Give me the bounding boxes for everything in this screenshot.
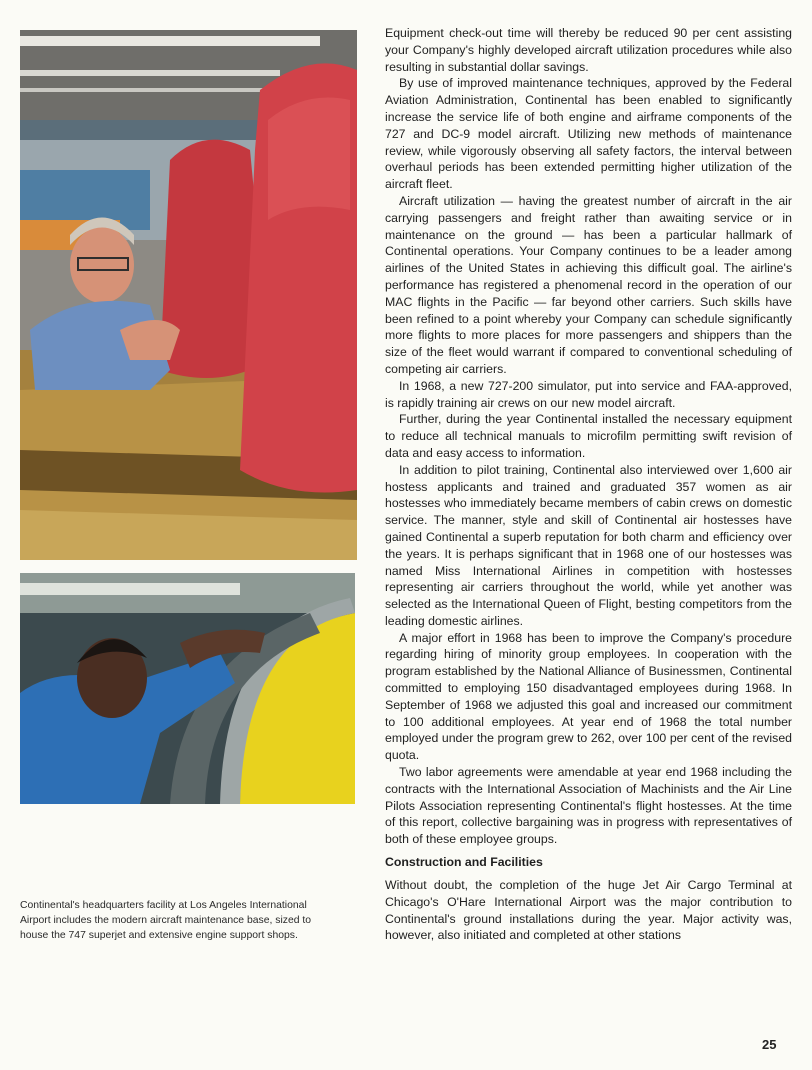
page-number: 25 [762,1037,777,1052]
photo-mechanic-seat [20,30,357,560]
article-paragraph: In 1968, a new 727-200 simulator, put into service and FAA-approved, is rapidly training air crews on our new model aircraft. [385,378,792,410]
article-paragraph: Without doubt, the completion of the huge Jet Air Cargo Terminal at Chicago's O'Hare International Airport was the major contribution to Continental's ground installations during the year. Major activity was, however, also initiated and completed at other stations [385,878,792,943]
photo-mechanic-with-jet-engine-icon [20,573,355,804]
article-paragraph: Aircraft utilization — having the greatest number of aircraft in the air carrying passengers and freight rather than awaiting service or in maintenance on the ground — has been a particular hallmark of Continental operations. Your Company continues to be a leader among airlines of the United States in achieving this difficult goal. The airline's performance has registered a phenomenal record in the operation of our MAC flights in the Pacific — far beyond other carriers. Such skills have been refined to a point whereby your Company can schedule significantly more flights to more places for more passengers and shippers than the size of the fleet would warrant if compared to conventional scheduling of competing air carriers. [385,193,792,376]
article-paragraph: Two labor agreements were amendable at year end 1968 including the contracts with the International Association of Machinists and the Air Line Pilots Association representing Continental's flight hostesses. At the time of this report, collective bargaining was in progress with representatives of both of these employee groups. [385,765,792,847]
article-paragraph: A major effort in 1968 has been to improve the Company's procedure regarding hiring of minority group employees. In cooperation with the program established by the National Alliance of Businessmen, Continental committed to employing 150 disadvantaged employees during 1968. In September of 1968 we adjusted this goal and increased our commitment to 100 additional employees. At year end of 1968 the total number employed under the program grew to 262, over 100 per cent of the revised quota. [385,630,792,763]
section-heading: Construction and Facilities [385,855,543,870]
article-column [385,25,792,944]
photo-mechanic-with-aircraft-seat-icon [20,30,357,560]
photo-caption: Continental's headquarters facility at Los Angeles International Airport includes the modern aircraft maintenance base, sized to house the 747 superjet and extensive engine support shops. [20,900,312,941]
article-paragraph: Equipment check-out time will thereby be reduced 90 per cent assisting your Company's highly developed aircraft utilization procedures while also resulting in substantial dollar savings. [385,26,792,74]
article-paragraph: In addition to pilot training, Continental also interviewed over 1,600 air hostess applicants and trained and graduated 357 women as air hostesses who immediately became members of cabin crews on domestic service. The manner, style and skill of Continental air hostesses have gained Continental a superb reputation for both charm and efficiency over the years. It is perhaps significant that in 1968 one of our hostesses was named Miss International Airlines in competition with hostesses representing air carriers throughout the world, while yet another was selected as the International Queen of Flight, besting competitors from the leading domestic airlines. [385,462,792,628]
article-paragraph: Further, during the year Continental installed the necessary equipment to reduce all technical manuals to microfilm permitting swift revision of data and easy access to information. [385,412,792,460]
article-paragraph: By use of improved maintenance techniques, approved by the Federal Aviation Administration, Continental has been enabled to significantly increase the service life of both engine and airframe components of the 727 and DC-9 model aircraft. Utilizing new methods of maintenance review, while vigorously observing all safety factors, the interval between overhaul periods has been extended permitting higher utilization of the aircraft fleet. [385,76,792,192]
photo-mechanic-engine [20,573,355,804]
